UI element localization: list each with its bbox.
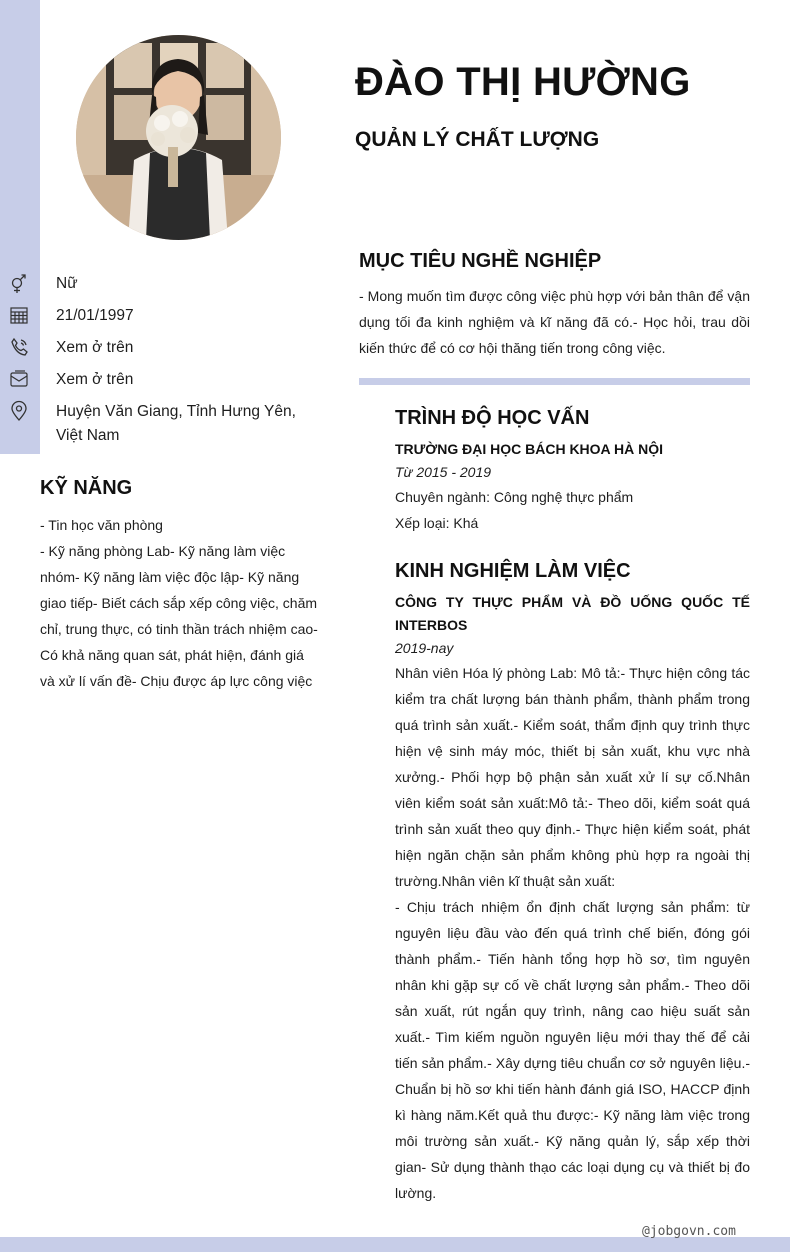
experience-period: 2019-nay bbox=[395, 640, 454, 656]
experience-description: - Chịu trách nhiệm ổn định chất lượng sản phẩm: từ nguyên liệu đầu vào đến quá trình chế biến, đóng gói thành phẩm.- Tiến hành tổng hợp hồ sơ, tìm nguyên nhân khi gặp sự cố về chất lượng sản phẩm.- Theo dõi sản xuất, rút ngắn quy trình, nâng cao hiệu suất sản xuất.- Tìm kiếm nguồn nguyên liệu mới thay thế để cải tiến sản phẩm.- Xây dựng tiêu chuẩn cơ sở nguyên liệu.- Chuẩn bị hồ sơ khi tiến hành đánh giá ISO, HACCP định kì hàng năm.Kết quả thu được:- Kỹ năng làm việc trong môi trường sản xuất.- Kỹ năng quản lý, sắp xếp thời gian- Sử dụng thành thạo các loại dụng cụ và thiết bị đo lường. bbox=[395, 899, 750, 1201]
email-text: Xem ở trên bbox=[56, 371, 134, 388]
info-row-address bbox=[0, 396, 330, 452]
education-title: TRÌNH ĐỘ HỌC VẤN bbox=[395, 407, 590, 429]
birthday-text: 21/01/1997 bbox=[56, 307, 134, 324]
phone-icon bbox=[8, 336, 30, 358]
experience-description: Nhân viên Hóa lý phòng Lab: Mô tả:- Thực hiện công tác kiểm tra chất lượng bán thành phẩm, thành phẩm trong quá trình sản xuất.- Kiểm soát, thẩm định quy trình thực hiện vệ sinh máy móc, thiết bị sản xuất, khu vực nhà xưởng.- Phối hợp bộ phận sản xuất xử lí sự cố.Nhân viên kiểm soát sản xuất:Mô tả:- Theo dõi, kiểm soát quá trình sản xuất theo quy định.- Thực hiện kiểm soát, phát hiện ngăn chặn sản phẩm không phù hợp ra ngoài thị trường.Nhân viên kĩ thuật sản xuất: bbox=[395, 665, 750, 889]
phone-text: Xem ở trên bbox=[56, 339, 134, 356]
calendar-icon bbox=[8, 304, 30, 326]
objective-title: MỤC TIÊU NGHỀ NGHIỆP bbox=[359, 250, 602, 272]
skills-line: - Kỹ năng phòng Lab- Kỹ năng làm việc nhóm- Kỹ năng làm việc độc lập- Kỹ năng giao tiếp- Biết cách sắp xếp công việc, chăm chỉ, trung thực, có tinh thần trách nhiệm cao- Có khả năng quan sát, phát hiện, đánh giá và xử lí vấn đề- Chịu được áp lực công việc bbox=[40, 543, 318, 689]
objective-text: - Mong muốn tìm được công việc phù hợp với bản thân để vận dụng tối đa kinh nghiệm và kĩ năng đã có.- Học hỏi, trau dồi kiến thức để có cơ hội thăng tiến trong công việc. bbox=[359, 288, 750, 356]
career-objective-section bbox=[359, 250, 750, 361]
education-major: Chuyên ngành: Công nghệ thực phẩm bbox=[395, 489, 634, 505]
experience-title: KINH NGHIỆM LÀM VIỆC bbox=[395, 560, 631, 582]
location-pin-icon bbox=[8, 400, 30, 422]
gender-icon bbox=[8, 272, 30, 294]
info-row-email bbox=[0, 364, 330, 396]
info-row-phone bbox=[0, 332, 330, 364]
skills-title: KỸ NĂNG bbox=[40, 477, 133, 499]
work-experience-section bbox=[395, 560, 750, 1206]
section-divider bbox=[359, 378, 750, 385]
education-section bbox=[395, 407, 750, 536]
address-text: Huyện Văn Giang, Tỉnh Hưng Yên, Việt Nam bbox=[56, 403, 296, 444]
watermark: @jobgovn.com bbox=[642, 1224, 736, 1239]
education-period: Từ 2015 - 2019 bbox=[395, 464, 492, 480]
skills-line: - Tin học văn phòng bbox=[40, 517, 163, 533]
school-name: TRƯỜNG ĐẠI HỌC BÁCH KHOA HÀ NỘI bbox=[395, 441, 664, 457]
skills-section bbox=[40, 477, 320, 694]
personal-info-list bbox=[0, 268, 330, 452]
mail-icon bbox=[8, 368, 30, 390]
candidate-name: ĐÀO THỊ HƯỜNG bbox=[355, 60, 691, 104]
company-name: CÔNG TY THỰC PHẨM VÀ ĐỒ UỐNG QUỐC TẾ INTERBOS bbox=[395, 594, 750, 633]
bottom-accent-bar bbox=[0, 1237, 790, 1252]
education-grade: Xếp loại: Khá bbox=[395, 515, 479, 531]
candidate-position: QUẢN LÝ CHẤT LƯỢNG bbox=[355, 128, 600, 151]
profile-photo bbox=[76, 35, 281, 240]
info-row-gender bbox=[0, 268, 330, 300]
gender-text: Nữ bbox=[56, 275, 78, 292]
info-row-birthday bbox=[0, 300, 330, 332]
